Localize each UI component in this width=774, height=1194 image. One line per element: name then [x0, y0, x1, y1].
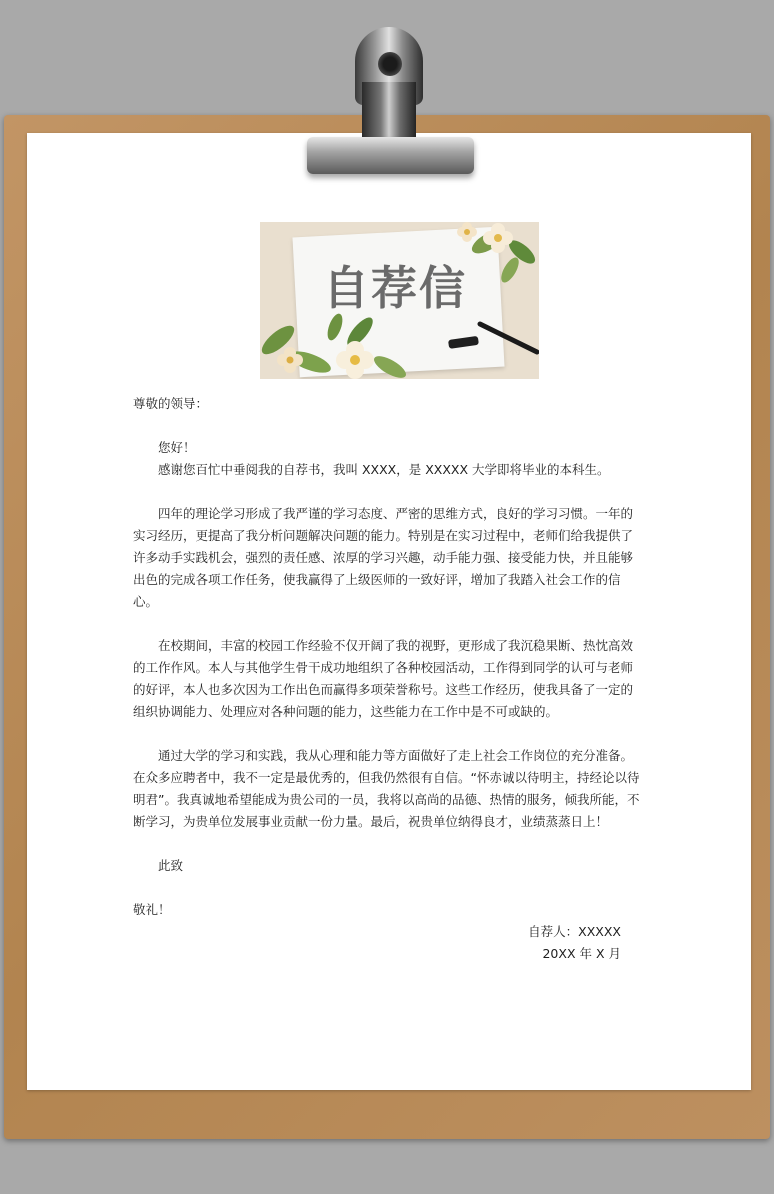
paragraph-campus: 在校期间，丰富的校园工作经验不仅开阔了我的视野，更形成了我沉稳果断、热忱高效的工作作风。本人与其他学生骨干成功地组织了各种校园活动，工作得到同学的认可与老师的好评，本人也多次因为工作出色而赢得多项荣誉称号。这些工作经历，使我具备了一定的组织协调能力、处理应对各种问题的能力，这些能力在工作中是不可或缺的。: [133, 638, 634, 719]
banner-title: 自荐信: [323, 261, 467, 315]
paragraph-study: 四年的理论学习形成了我严谨的学习态度、严密的思维方式，良好的学习习惯。一年的实习经历，更提高了我分析问题解决问题的能力。特别是在实习过程中，老师们给我提供了许多动手实践机会，强烈的责任感、浓厚的学习兴趣，动手能力强、接受能力快，并且能够出色的完成各项工作任务，使我赢得了上级医师的一致好评，增加了我踏入社会工作的信心。: [133, 506, 634, 609]
clip-body: [362, 82, 416, 140]
date: 20XX 年 X 月: [542, 946, 621, 961]
greeting: 您好！: [158, 440, 196, 455]
clip-base: [307, 137, 474, 174]
clip-hole: [378, 52, 402, 76]
intro-paragraph: 感谢您百忙中垂阅我的自荐书，我叫 XXXX，是 XXXXX 大学即将毕业的本科生。: [158, 462, 610, 477]
signature: 自荐人：XXXXX: [528, 924, 621, 939]
closing-jingli: 敬礼！: [133, 902, 171, 917]
letter-body: [133, 393, 643, 965]
paragraph-practice: 通过大学的学习和实践，我从心理和能力等方面做好了走上社会工作岗位的充分准备。在众多应聘者中，我不一定是最优秀的，但我仍然很有自信。“怀赤诚以待明主，持经论以待明君”。我真诚地希望能成为贵公司的一员，我将以高尚的品德、热情的服务，倾我所能，不断学习，为贵单位发展事业贡献一份力量。最后，祝贵单位纳得良才，业绩蒸蒸日上！: [133, 748, 640, 829]
salutation: 尊敬的领导：: [133, 396, 209, 411]
header-banner: [260, 222, 539, 379]
closing-cizhi: 此致: [158, 858, 184, 873]
